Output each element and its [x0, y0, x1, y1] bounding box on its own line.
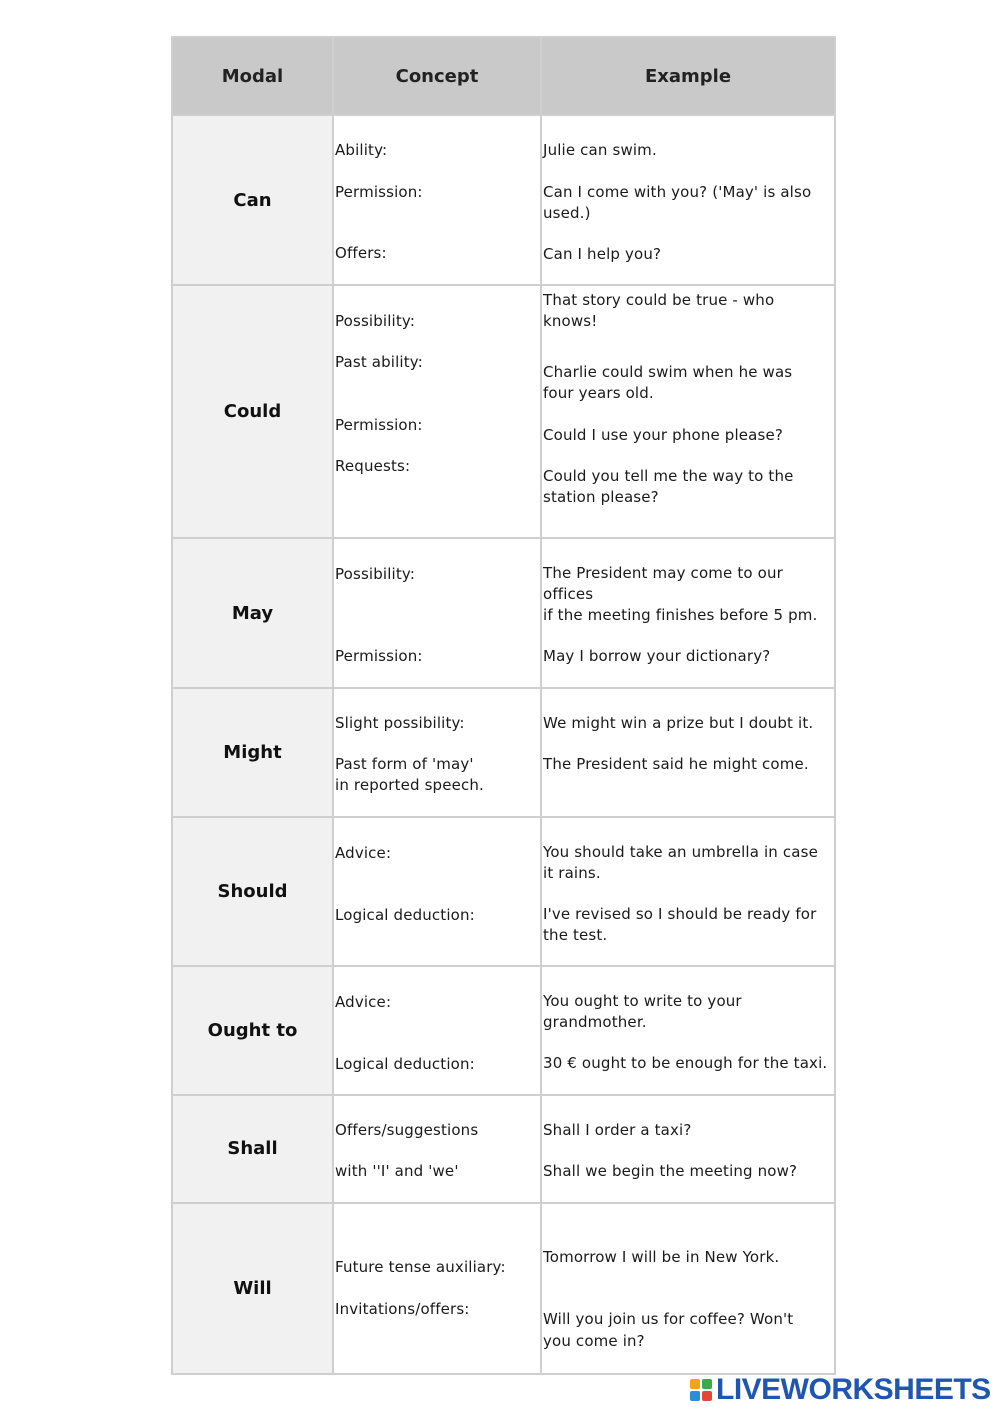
concept-line: Logical deduction: — [335, 905, 475, 924]
table-row — [172, 817, 835, 966]
concept-line: with ''I' and 'we' — [335, 1162, 459, 1181]
liveworksheets-badge-icon — [690, 1379, 712, 1401]
example-line: knows! — [543, 312, 598, 331]
example-cell — [541, 285, 835, 538]
example-line: We might win a prize but I doubt it. — [543, 714, 814, 733]
example-line: You ought to write to your — [543, 991, 742, 1010]
liveworksheets-wordmark: LIVEWORKSHEETS — [716, 1373, 991, 1406]
table-row — [172, 1095, 835, 1202]
concept-line: Offers: — [335, 244, 387, 262]
example-line: 30 € ought to be enough for the taxi. — [543, 1053, 828, 1072]
table-row — [172, 688, 835, 816]
example-line: I've revised so I should be ready for — [543, 904, 817, 923]
modal-cell: Can — [172, 115, 333, 285]
example-line: Julie can swim. — [543, 141, 657, 159]
example-line: you come in? — [543, 1331, 645, 1350]
example-line: Charlie could swim when he was — [543, 363, 793, 382]
concept-cell — [333, 817, 541, 966]
example-cell — [541, 1095, 835, 1202]
concept-line: Advice: — [335, 843, 392, 862]
concept-line: in reported speech. — [335, 776, 484, 795]
concept-cell — [333, 1203, 541, 1374]
example-line: May I borrow your dictionary? — [543, 646, 771, 665]
modal-cell: May — [172, 538, 333, 688]
concept-line: Past form of 'may' — [335, 755, 474, 774]
concept-line: Invitations/offers: — [335, 1299, 470, 1318]
liveworksheets-logo — [690, 1374, 991, 1406]
example-line: Shall we begin the meeting now? — [543, 1162, 798, 1181]
concept-line: Advice: — [335, 992, 392, 1011]
example-line: You should take an umbrella in case — [543, 842, 818, 861]
concept-line: Ability: — [335, 141, 388, 159]
concept-line: Future tense auxiliary: — [335, 1257, 506, 1276]
table-row — [172, 966, 835, 1095]
example-line: it rains. — [543, 863, 601, 882]
example-cell — [541, 115, 835, 285]
header-modal: Modal — [172, 37, 333, 115]
concept-line: Offers/suggestions — [335, 1121, 479, 1140]
example-cell — [541, 688, 835, 816]
example-line: four years old. — [543, 384, 654, 403]
concept-cell — [333, 1095, 541, 1202]
modal-verbs-table — [171, 36, 836, 1375]
modal-cell: Ought to — [172, 966, 333, 1095]
header-concept: Concept — [333, 37, 541, 115]
example-cell — [541, 1203, 835, 1374]
concept-cell — [333, 285, 541, 538]
example-line: Could you tell me the way to the — [543, 467, 794, 486]
concept-line: Logical deduction: — [335, 1054, 475, 1073]
modal-cell: Might — [172, 688, 333, 816]
example-line: grandmother. — [543, 1012, 647, 1031]
example-cell — [541, 966, 835, 1095]
concept-line: Past ability: — [335, 353, 423, 372]
concept-cell — [333, 966, 541, 1095]
example-line: Will you join us for coffee? Won't — [543, 1309, 794, 1328]
modal-cell: Shall — [172, 1095, 333, 1202]
example-cell — [541, 538, 835, 688]
concept-line: Permission: — [335, 416, 423, 435]
concept-line: Permission: — [335, 646, 423, 665]
table-row — [172, 1203, 835, 1374]
concept-cell — [333, 688, 541, 816]
concept-line: Possibility: — [335, 312, 416, 331]
example-line: the test. — [543, 925, 608, 944]
example-line: The President said he might come. — [543, 755, 809, 774]
concept-line: Slight possibility: — [335, 714, 465, 733]
example-line: Can I help you? — [543, 245, 662, 263]
example-line: offices — [543, 584, 594, 603]
modal-cell: Should — [172, 817, 333, 966]
table-row — [172, 285, 835, 538]
example-line: station please? — [543, 488, 659, 507]
example-line: Tomorrow I will be in New York. — [543, 1247, 780, 1266]
example-line: The President may come to our — [543, 563, 783, 582]
concept-cell — [333, 115, 541, 285]
modal-cell: Could — [172, 285, 333, 538]
example-line: if the meeting finishes before 5 pm. — [543, 605, 818, 624]
table-row — [172, 115, 835, 285]
example-line: Shall I order a taxi? — [543, 1121, 692, 1140]
modal-cell: Will — [172, 1203, 333, 1374]
example-line: used.) — [543, 204, 591, 222]
example-line: Can I come with you? ('May' is also — [543, 183, 812, 201]
header-example: Example — [541, 37, 835, 115]
concept-line: Requests: — [335, 457, 411, 476]
concept-cell — [333, 538, 541, 688]
concept-line: Possibility: — [335, 564, 416, 583]
example-line: That story could be true - who — [543, 291, 775, 310]
example-line: Could I use your phone please? — [543, 426, 783, 445]
example-cell — [541, 817, 835, 966]
concept-line: Permission: — [335, 183, 423, 201]
header-row — [172, 37, 835, 115]
table-row — [172, 538, 835, 688]
